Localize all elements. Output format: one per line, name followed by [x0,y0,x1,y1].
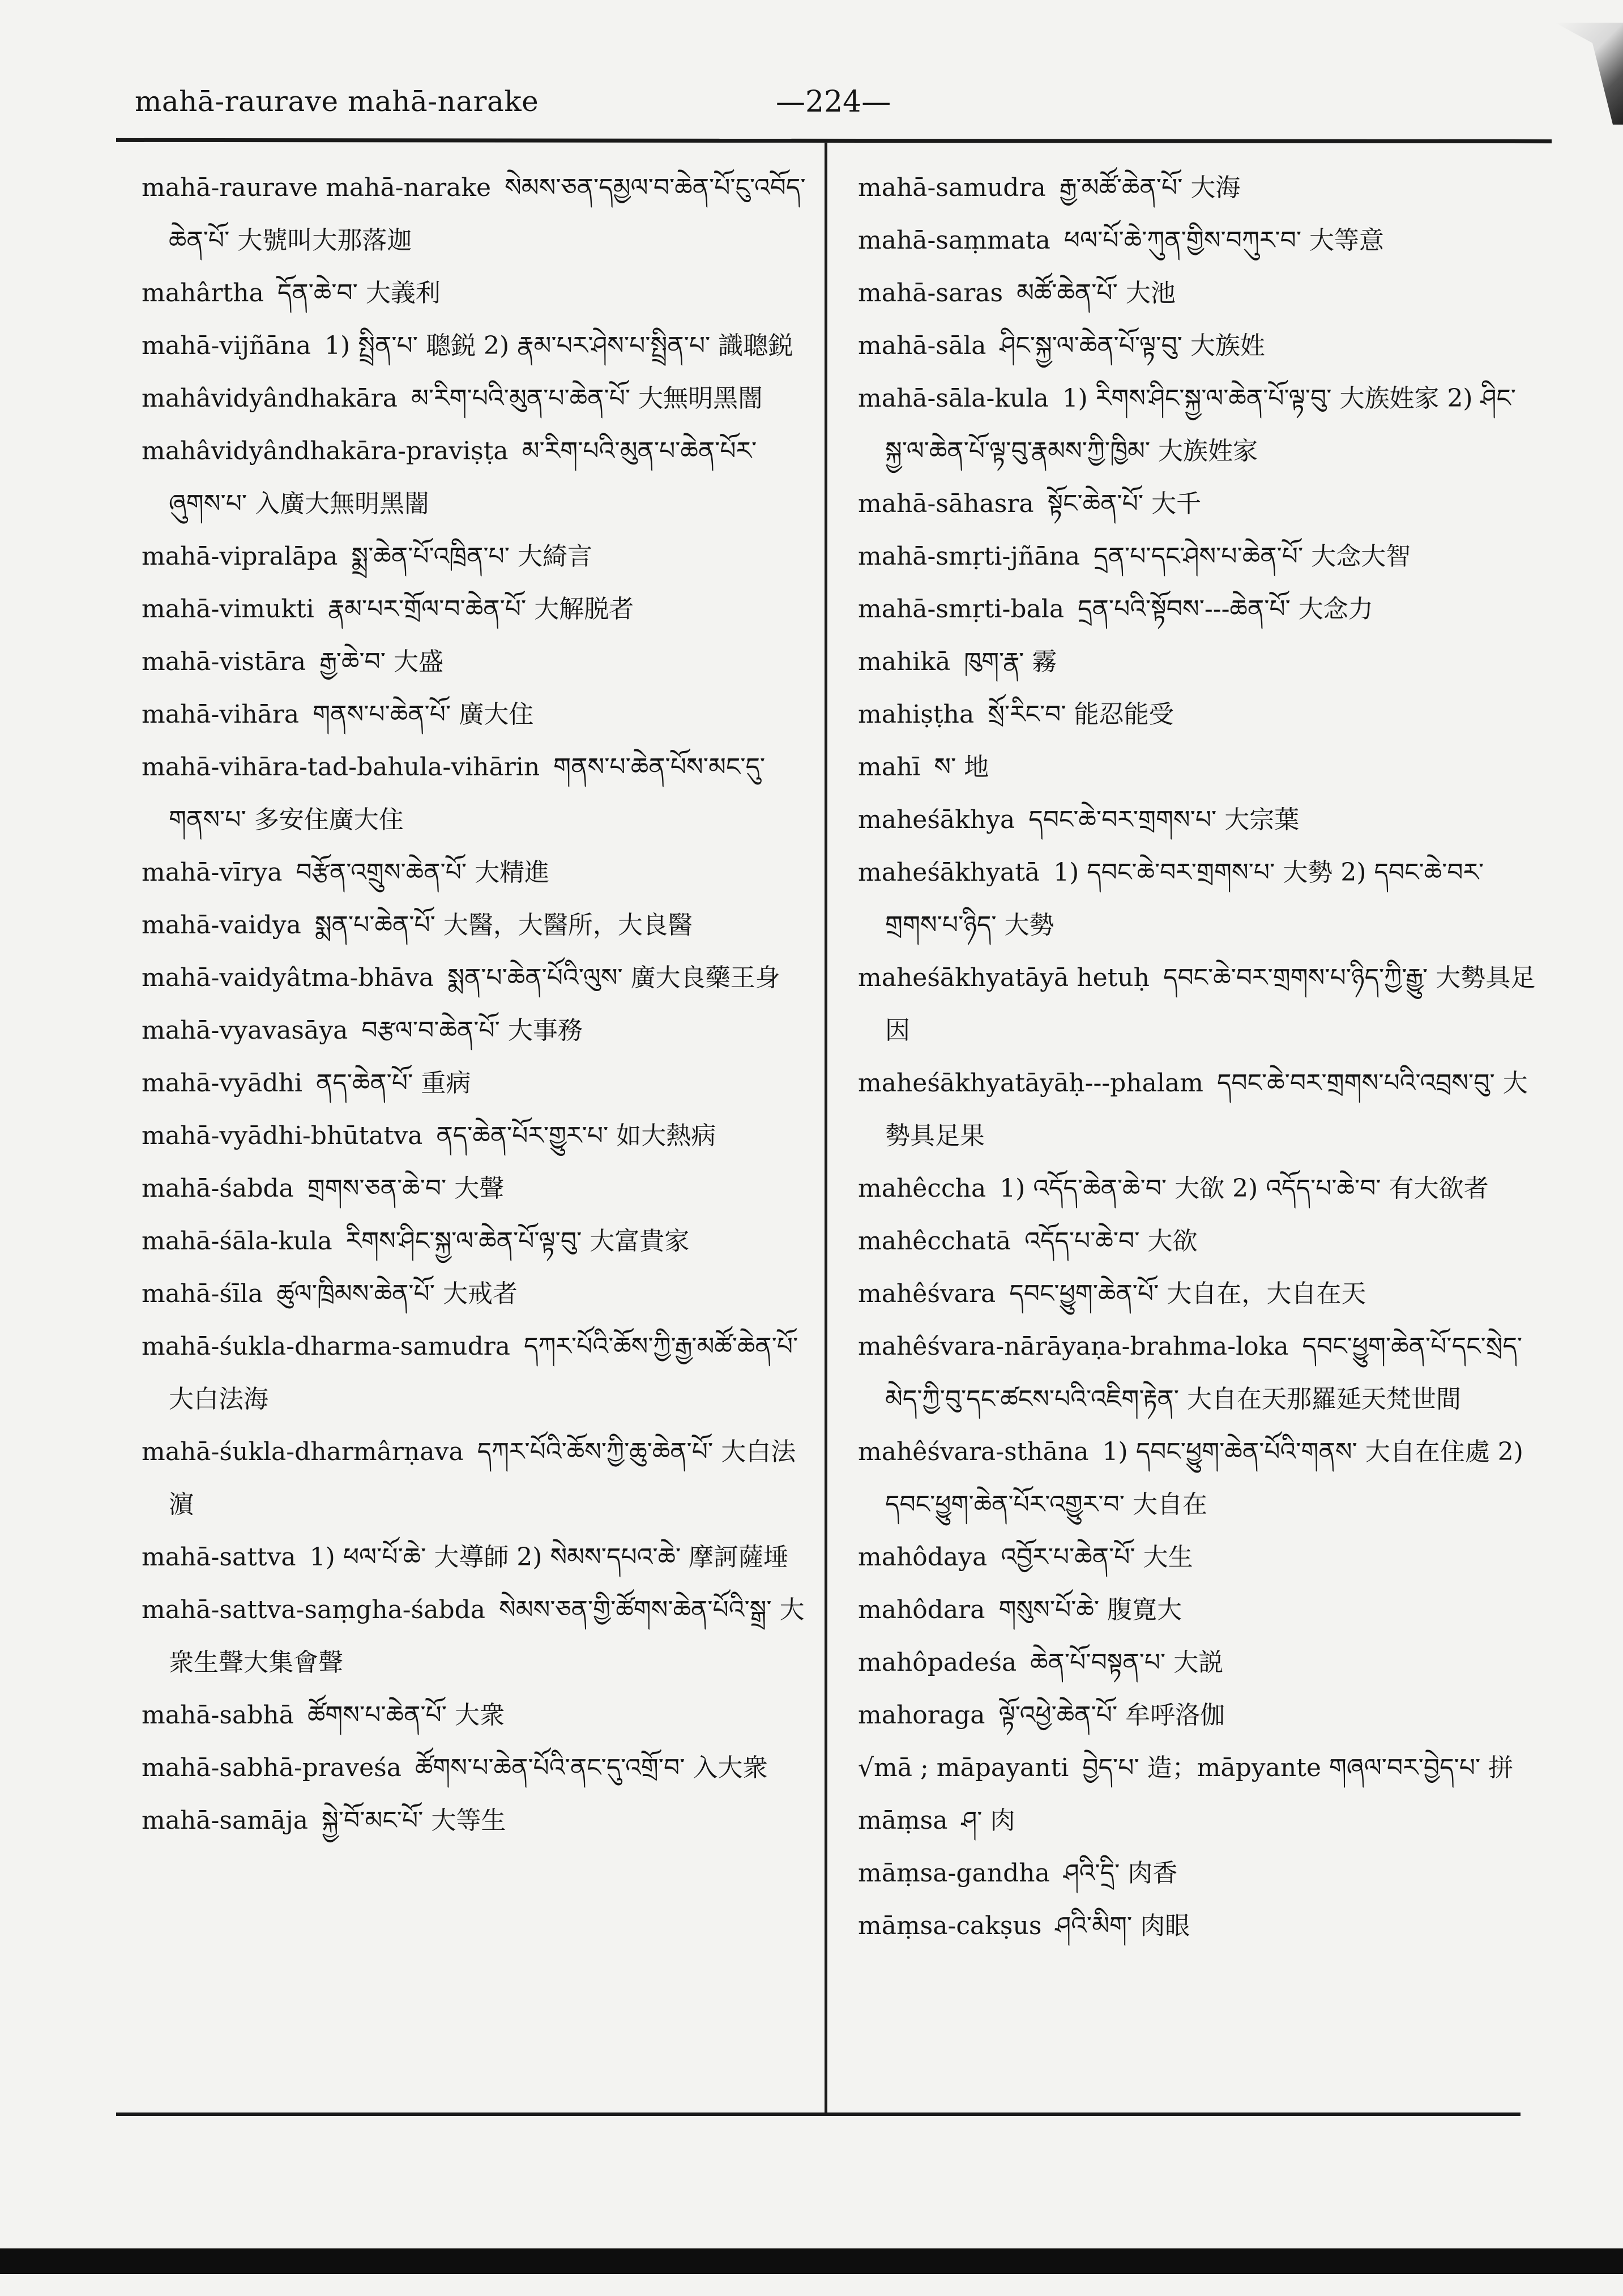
entry-definition: སྨྲ་ཆེན་པོ་འཁྲིན་པ་ 大綺言 [351,542,592,571]
entry-headword: mahā-sāla [858,331,986,360]
dictionary-entry [858,1636,1537,1689]
entry-definition: གནས་པ་ཆེན་པོ་ 廣大住 [313,700,534,729]
entry-headword: mahā-vihāra [142,700,300,729]
dictionary-entry [142,1689,810,1742]
dictionary-entry [858,319,1537,372]
entry-headword: mahā-vaidya [142,911,301,940]
dictionary-entry [142,1057,810,1109]
entry-definition: མ་རིག་པའི་མུན་པ་ཆེན་པོ་ 大無明黑闇 [411,384,763,413]
entry-headword: mahā-śukla-dharmârṇava [142,1437,464,1466]
dictionary-entry [142,635,810,688]
entry-headword: mahā-vyavasāya [142,1016,348,1045]
entry-definition: 1) རིགས་ཤིང་སྐྱ་ལ་ཆེན་པོ་ལྟ་བུ་ 大族姓家 2) ཤིང་སྐྱ་ལ་ཆེན་པོ་ལྟ་བུ་རྣམས་ཀྱི་ཁྱིམ་ 大族姓家 [885,384,1517,466]
entry-headword: √mā ; māpayanti [858,1753,1069,1782]
entry-definition: དབང་ཕྱུག་ཆེན་པོ་ 大自在，大自在天 [1009,1279,1366,1308]
entry-headword: māṃsa-gandha [858,1859,1050,1888]
entry-definition: སྟོང་ཆེན་པོ་ 大千 [1047,489,1202,518]
entry-headword: mahôdaya [858,1543,988,1572]
dictionary-entry [142,1162,810,1215]
entry-definition: 1) ཕལ་པོ་ཆེ་ 大導師 2) སེམས་དཔའ་ཆེ་ 摩訶薩埵 [309,1543,789,1572]
entry-definition: མཚོ་ཆེན་པོ་ 大池 [1016,279,1176,308]
entry-headword: mahoraga [858,1701,985,1730]
entry-headword: mahā-samāja [142,1806,309,1835]
entry-definition: དབང་ཆེ་བར་གྲགས་པ་ 大宗葉 [1028,805,1300,834]
entry-headword: mahêśvara-nārāyaṇa-brahma-loka [858,1332,1289,1361]
entry-headword: mahā-śabda [142,1174,294,1203]
entry-definition: དབང་ཆེ་བར་གྲགས་པ་ཉིད་ཀྱི་རྒྱུ་ 大勢具足因 [885,963,1536,1045]
dictionary-entry [142,1004,810,1057]
entry-definition: བརྩོན་འགྲུས་ཆེན་པོ་ 大精進 [296,858,550,887]
entry-definition: སྨན་པ་ཆེན་པོ་ 大醫，大醫所，大良醫 [314,911,693,940]
dictionary-entry [858,477,1537,530]
entry-headword: mahā-vimukti [142,595,314,624]
dictionary-entry [858,583,1537,635]
dictionary-entry [142,846,810,899]
entry-definition: དྲན་པའི་སྟོབས་---ཆེན་པོ་ 大念力 [1078,595,1373,624]
entry-definition: གསུས་པོ་ཆེ་ 腹寛大 [998,1595,1182,1624]
entry-headword: mahā-vipralāpa [142,542,338,571]
dictionary-entry [142,688,810,741]
right-column [858,161,1537,1952]
entry-headword: mahêśvara-sthāna [858,1437,1089,1466]
entry-headword: mahôpadeśa [858,1648,1017,1677]
dictionary-entry [858,214,1537,267]
entry-headword: mahā-sāla-kula [858,384,1049,413]
entry-definition: རིགས་ཤིང་སྐྱ་ལ་ཆེན་པོ་ལྟ་བུ་ 大富貴家 [345,1227,690,1256]
entry-definition: དཀར་པོའི་ཆོས་ཀྱི་ཆུ་ཆེན་པོ་ 大白法濵 [169,1437,796,1519]
dictionary-entry [858,1426,1537,1531]
column-divider [825,143,827,2114]
entry-definition: འདོད་པ་ཆེ་བ་ 大欲 [1024,1227,1198,1256]
entry-headword: mahârtha [142,279,264,308]
entry-definition: བརྩལ་བ་ཆེན་པོ་ 大事務 [361,1016,583,1045]
entry-definition: གྲགས་ཅན་ཆེ་བ་ 大聲 [307,1174,505,1203]
entry-headword: mahā-vihāra-tad-bahula-vihārin [142,753,540,782]
entry-definition: ཁུག་རྣ་ 霧 [964,647,1057,676]
dictionary-entry [142,319,810,372]
entry-definition: འབྱོར་པ་ཆེན་པོ་ 大生 [1001,1543,1193,1572]
dictionary-entry [858,161,1537,214]
entry-definition: 1) སྤྲིན་པ་ 聰鋭 2) རྣམ་པར་ཤེས་པ་སྤྲིན་པ་ 識聰鋭 [324,331,793,360]
entry-definition: ནད་ཆེན་པོར་གྱུར་པ་ 如大熱病 [436,1121,716,1150]
entry-definition: ཚོགས་པ་ཆེན་པོའི་ནང་དུ་འགྲོ་བ་ 入大衆 [415,1753,768,1782]
entry-headword: mahôdara [858,1595,985,1624]
dictionary-entry [142,1215,810,1268]
entry-headword: mahā-vijñāna [142,331,311,360]
dictionary-entry [142,1794,810,1847]
entry-definition: ནད་ཆེན་པོ་ 重病 [315,1069,471,1098]
entry-headword: mahī [858,753,921,782]
entry-definition: རྒྱ་མཚོ་ཆེན་པོ་ 大海 [1059,173,1241,202]
dictionary-entry [142,372,810,425]
left-column [142,161,810,1847]
entry-definition: ལྟོ་འཕྱེ་ཆེན་པོ་ 牟呼洛伽 [998,1701,1225,1730]
dictionary-entry [858,1531,1537,1584]
dictionary-entry [142,267,810,319]
entry-headword: mahikā [858,647,951,676]
dictionary-entry [858,1689,1537,1742]
entry-headword: mahā-śāla-kula [142,1227,332,1256]
entry-definition: ཚུལ་ཁྲིམས་ཆེན་པོ་ 大戒者 [276,1279,518,1308]
entry-headword: mahā-sabhā-praveśa [142,1753,402,1782]
entry-definition: 1) འདོད་ཆེན་ཆེ་བ་ 大欲 2) འདོད་པ་ཆེ་བ་ 有大欲者 [1000,1174,1489,1203]
entry-definition: 1) དབང་ཕྱུག་ཆེན་པོའི་གནས་ 大自在住處 2) དབང་ཕྱུག་ཆེན་པོར་འགྱུར་བ་ 大自在 [885,1437,1523,1519]
entry-headword: mahā-raurave mahā-narake [142,173,492,202]
entry-definition: ཤའི་མིག་ 肉眼 [1055,1911,1190,1940]
entry-definition: དབང་ཕྱུག་ཆེན་པོ་དང་སྲེད་མེད་ཀྱི་བུ་དང་ཚངས་པའི་འཇིག་རྟེན་ 大自在天那羅延天梵世間 [885,1332,1523,1414]
entry-headword: mahiṣṭha [858,700,975,729]
entry-headword: mahā-sattva [142,1543,296,1572]
entry-definition: གནས་པ་ཆེན་པོས་མང་དུ་གནས་པ་ 多安住廣大住 [169,753,766,834]
dictionary-entry [142,530,810,583]
entry-definition: ཤིང་སྐྱ་ལ་ཆེན་པོ་ལྟ་བུ་ 大族姓 [1000,331,1265,360]
entry-definition: སེམས་ཅན་དམྱལ་བ་ཆེན་པོ་ངུ་འབོད་ཆེན་པོ་ 大號叫大那落迦 [169,173,806,255]
entry-headword: mahā-saṃmata [858,226,1050,255]
entry-headword: mahā-smṛti-bala [858,595,1065,624]
dictionary-entry [142,583,810,635]
dictionary-entry [858,741,1537,793]
entry-headword: mahā-samudra [858,173,1046,202]
entry-headword: mahâvidyândhakāra-praviṣṭa [142,437,509,466]
entry-headword: mahā-saras [858,279,1003,308]
entry-definition: ཆེན་པོ་བསྟན་པ་ 大説 [1030,1648,1224,1677]
dictionary-entry [142,425,810,530]
dictionary-entry [142,899,810,951]
dictionary-entry [858,1584,1537,1636]
dictionary-entry [858,1320,1537,1426]
entry-headword: maheśākhya [858,805,1015,834]
entry-headword: maheśākhyatāyāḥ---phalam [858,1069,1203,1098]
entry-headword: mahā-vīrya [142,858,283,887]
entry-definition: རྒྱ་ཆེ་བ་ 大盛 [319,647,443,676]
entry-headword: mahā-śīla [142,1279,263,1308]
dictionary-entry [858,1215,1537,1268]
dictionary-entry [142,1426,810,1531]
dictionary-entry [858,267,1537,319]
entry-headword: mahâvidyândhakāra [142,384,398,413]
dictionary-entry [142,1584,810,1689]
dictionary-entry [858,635,1537,688]
header-rule [116,138,1552,143]
entry-headword: mahā-vyādhi [142,1069,302,1098]
dictionary-entry [858,846,1537,951]
dictionary-entry [142,1320,810,1426]
entry-headword: mahā-śukla-dharma-samudra [142,1332,511,1361]
dictionary-entry [858,530,1537,583]
entry-definition: ཤའི་དྲི་ 肉香 [1063,1859,1178,1888]
entry-headword: maheśākhyatāyā hetuḥ [858,963,1150,992]
entry-definition: བྱེད་པ་ 造；māpyante གཞལ་བར་བྱེད་པ་ 拼 [1082,1753,1514,1782]
entry-definition: ཤ་ 肉 [961,1806,1015,1835]
dictionary-entry [142,1531,810,1584]
entry-headword: mahā-sabhā [142,1701,294,1730]
page-curl-shadow [1555,23,1623,125]
dictionary-entry [858,1162,1537,1215]
entry-definition: སེམས་ཅན་གྱི་ཚོགས་ཆེན་པོའི་སྒྲ་ 大衆生聲大集會聲 [169,1595,805,1677]
entry-definition: ཕལ་པོ་ཆེ་ཀུན་གྱིས་བཀུར་བ་ 大等意 [1064,226,1385,255]
entry-definition: དོན་ཆེ་བ་ 大義利 [277,279,441,308]
dictionary-entry [142,1742,810,1794]
dictionary-entry [142,1268,810,1320]
entry-definition: དབང་ཆེ་བར་གྲགས་པའི་འབྲས་བུ་ 大勢具足果 [885,1069,1528,1150]
entry-headword: mahā-sāhasra [858,489,1034,518]
entry-definition: ཚོགས་པ་ཆེན་པོ་ 大衆 [307,1701,505,1730]
dictionary-entry [142,951,810,1004]
dictionary-entry [858,951,1537,1057]
entry-headword: māṃsa [858,1806,948,1835]
entry-headword: mahêśvara [858,1279,996,1308]
dictionary-entry [858,688,1537,741]
dictionary-entry [142,161,810,267]
dictionary-entry [858,1057,1537,1162]
dictionary-entry [858,1794,1537,1847]
entry-headword: maheśākhyatā [858,858,1040,887]
dictionary-entry [142,1109,810,1162]
entry-headword: mahā-sattva-saṃgha-śabda [142,1595,486,1624]
dictionary-entry [858,1742,1537,1794]
scan-border [0,2248,1623,2274]
entry-headword: mahā-vyādhi-bhūtatva [142,1121,423,1150]
entry-definition: སྐྱེ་བོ་མང་པོ་ 大等生 [322,1806,506,1835]
dictionary-entry [858,1268,1537,1320]
page-number: —224— [776,85,891,119]
dictionary-entry [858,793,1537,846]
entry-definition: ས་ 地 [934,753,989,782]
entry-headword: mahā-vaidyâtma-bhāva [142,963,434,992]
dictionary-entry [858,372,1537,477]
dictionary-entry [142,741,810,846]
entry-definition: སྨན་པ་ཆེན་པོའི་ལུས་ 廣大良藥王身 [447,963,780,992]
dictionary-entry [858,1847,1537,1900]
entry-definition: 1) དབང་ཆེ་བར་གྲགས་པ་ 大勢 2) དབང་ཆེ་བར་གྲགས་པ་ཉིད་ 大勢 [885,858,1484,940]
running-head: mahā-raurave mahā-narake [135,85,539,118]
entry-headword: māṃsa-cakṣus [858,1911,1042,1940]
entry-definition: རྣམ་པར་གྲོལ་བ་ཆེན་པོ་ 大解脱者 [327,595,634,624]
entry-definition: དཀར་པོའི་ཆོས་ཀྱི་རྒྱ་མཚོ་ཆེན་པོ་ 大白法海 [169,1332,798,1414]
entry-definition: མ་རིག་པའི་མུན་པ་ཆེན་པོར་ཞུགས་པ་ 入廣大無明黑闇 [169,437,757,518]
entry-headword: mahêccha [858,1174,986,1203]
entry-headword: mahā-smṛti-jñāna [858,542,1080,571]
entry-headword: mahêcchatā [858,1227,1011,1256]
dictionary-entry [858,1900,1537,1952]
entry-headword: mahā-vistāra [142,647,306,676]
entry-definition: དྲན་པ་དང་ཤེས་པ་ཆེན་པོ་ 大念大智 [1094,542,1411,571]
footer-rule [116,2113,1521,2116]
entry-definition: སྲོ་རིང་བ་ 能忍能受 [988,700,1174,729]
